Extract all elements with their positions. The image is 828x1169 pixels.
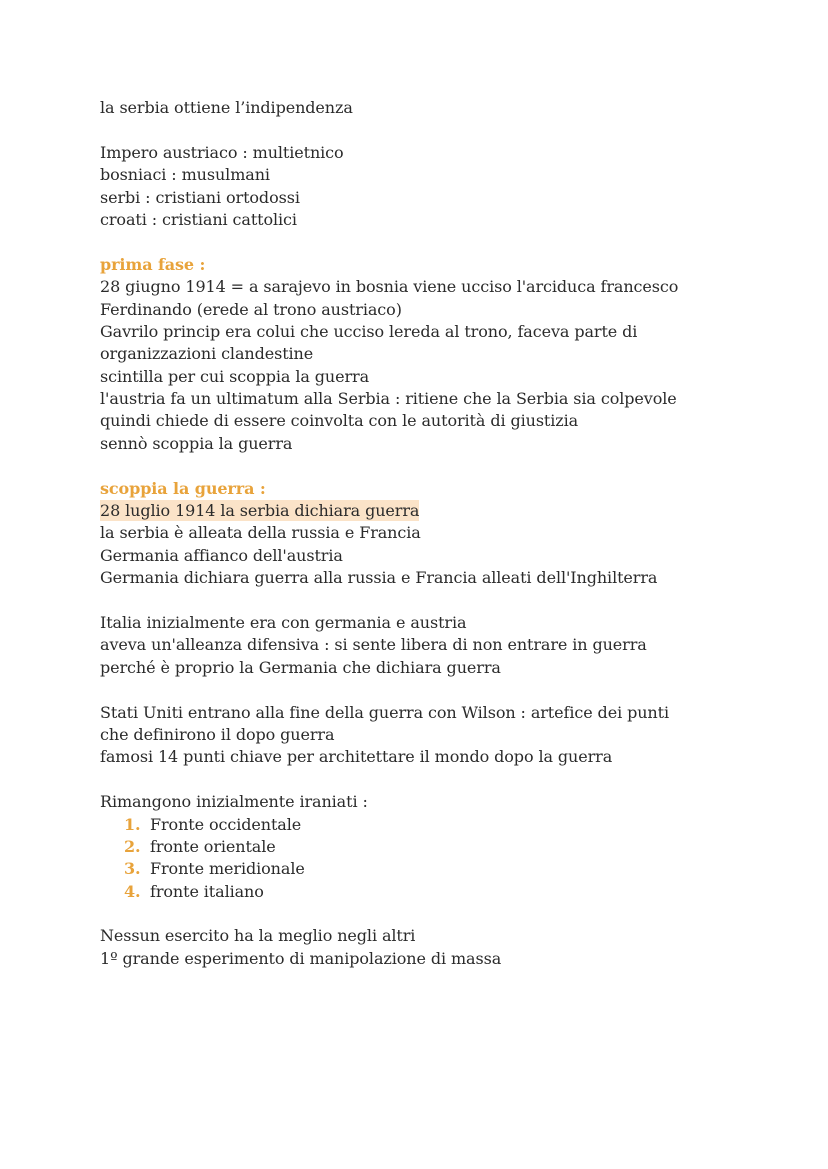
ethnic-line-3: serbi : cristiani ortodossi — [100, 187, 300, 207]
italia-line-1: Italia inizialmente era con germania e austria — [100, 612, 467, 632]
list-number: 4. — [124, 881, 141, 901]
prima-fase-line-1: 28 giugno 1914 = a sarajevo in bosnia viene ucciso l'arciduca francesco — [100, 277, 679, 297]
usa-line-3: famosi 14 punti chiave per architettare il mondo dopo la guerra — [100, 747, 613, 767]
fronti-list — [100, 814, 760, 904]
heading-prima-fase: prima fase : — [100, 254, 206, 274]
highlighted-text: 28 luglio 1914 la serbia dichiara guerra — [100, 501, 420, 521]
prima-fase-line-8: sennò scoppia la guerra — [100, 433, 293, 453]
list-text: Fronte occidentale — [150, 814, 302, 834]
usa-line-1: Stati Uniti entrano alla fine della guerra con Wilson : artefice dei punti — [100, 702, 669, 722]
prima-fase-line-4: organizzazioni clandestine — [100, 344, 314, 364]
prima-fase-line-5: scintilla per cui scoppia la guerra — [100, 366, 370, 386]
document-page — [100, 97, 760, 970]
usa-line-2: che definirono il dopo guerra — [100, 724, 335, 744]
heading-scoppia-la-guerra: scoppia la guerra : — [100, 478, 266, 498]
scoppia-line-2: la serbia è alleata della russia e Francia — [100, 523, 421, 543]
prima-fase-line-2: Ferdinando (erede al trono austriaco) — [100, 299, 402, 319]
scoppia-line-3: Germania affianco dell'austria — [100, 545, 343, 565]
closing-line-2: 1º grande esperimento di manipolazione di massa — [100, 948, 502, 968]
list-number: 2. — [124, 836, 141, 856]
italia-line-3: perché è proprio la Germania che dichiara guerra — [100, 657, 501, 677]
ethnic-line-4: croati : cristiani cattolici — [100, 209, 297, 229]
fronti-intro: Rimangono inizialmente iraniati : — [100, 792, 368, 812]
list-item — [100, 881, 760, 903]
spacer — [100, 455, 760, 477]
list-text: Fronte meridionale — [150, 859, 305, 879]
closing-line-1: Nessun esercito ha la meglio negli altri — [100, 926, 416, 946]
spacer — [100, 119, 760, 141]
spacer — [100, 769, 760, 791]
spacer — [100, 590, 760, 612]
list-text: fronte italiano — [150, 881, 264, 901]
ethnic-line-1: Impero austriaco : multietnico — [100, 142, 344, 162]
spacer — [100, 679, 760, 701]
list-item — [100, 858, 760, 880]
list-item — [100, 836, 760, 858]
spacer — [100, 231, 760, 253]
list-number: 3. — [124, 859, 141, 879]
italia-line-2: aveva un'alleanza difensiva : si sente libera di non entrare in guerra — [100, 635, 647, 655]
spacer — [100, 903, 760, 925]
prima-fase-line-6: l'austria fa un ultimatum alla Serbia : ritiene che la Serbia sia colpevole — [100, 389, 677, 409]
scoppia-line-4: Germania dichiara guerra alla russia e Francia alleati dell'Inghilterra — [100, 568, 658, 588]
intro-line: la serbia ottiene l’indipendenza — [100, 98, 353, 117]
list-item — [100, 814, 760, 836]
list-number: 1. — [124, 814, 141, 834]
ethnic-line-2: bosniaci : musulmani — [100, 165, 270, 185]
prima-fase-line-3: Gavrilo princip era colui che ucciso lereda al trono, faceva parte di — [100, 321, 638, 341]
list-text: fronte orientale — [150, 836, 276, 856]
prima-fase-line-7: quindi chiede di essere coinvolta con le autorità di giustizia — [100, 411, 579, 431]
scoppia-line-1-wrapper — [100, 500, 760, 522]
